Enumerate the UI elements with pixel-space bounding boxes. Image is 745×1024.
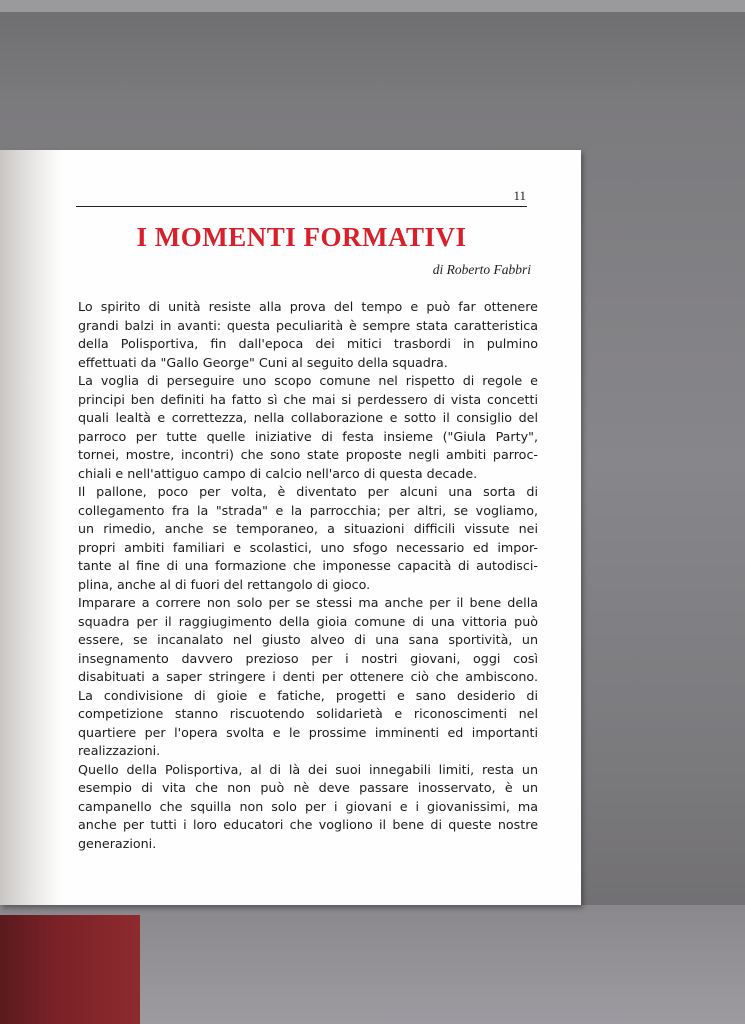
page-number: 11 bbox=[513, 188, 526, 203]
text-line: tornei, mostre, incontri) che sono state proposte negli ambiti parroc- bbox=[78, 447, 538, 462]
text-line: anche per tutti i loro educatori che vogliono il bene di queste nostre bbox=[78, 817, 538, 832]
scanner-background bbox=[0, 0, 745, 12]
text-line: propri ambiti familiari e scolastici, uno sfogo necessario ed impor- bbox=[78, 539, 538, 555]
text-line: chiali e nell'attiguo campo di calcio nell'arco di questa decade. bbox=[78, 465, 478, 481]
text-line: quartiere per l'opera svolta e le prossime imminenti ed importanti bbox=[78, 724, 538, 740]
header-rule bbox=[76, 206, 527, 207]
text-line: tante al fine di una formazione che imponesse capacità di autodisci- bbox=[78, 558, 538, 573]
text-line: principi ben definiti ha fatto sì che mai si perdessero di vista concetti bbox=[78, 391, 538, 407]
text-line: La voglia di perseguire uno scopo comune nel rispetto di regole e bbox=[78, 373, 538, 388]
text-line: Il pallone, poco per volta, è diventato per alcuni una sorta di bbox=[78, 484, 538, 499]
text-line: Quello della Polisportiva, al di là dei suoi innegabili limiti, resta un bbox=[78, 761, 538, 777]
text-line: plina, anche al di fuori del rettangolo di gioco. bbox=[78, 576, 371, 592]
text-line: campanello che squilla non solo per i giovani e i giovanissimi, ma bbox=[78, 798, 538, 814]
book-page bbox=[0, 150, 581, 905]
text-line: Lo spirito di unità resiste alla prova del tempo e può far ottenere bbox=[78, 299, 538, 314]
text-line: generazioni. bbox=[78, 835, 157, 851]
text-line: competizione stanno riscuotendo solidarietà e riconoscimenti nel bbox=[78, 706, 538, 721]
text-line: parroco per tutte quelle iniziative di festa insieme ("Giula Party", bbox=[78, 428, 538, 444]
text-line: disabituati a saper stringere i denti per ottenere ciò che ambiscono. bbox=[78, 669, 538, 684]
text-line: grandi balzi in avanti: questa peculiarità è sempre stata caratteristica bbox=[78, 317, 538, 333]
text-line: effettuati da "Gallo George" Cuni al seguito della squadra. bbox=[78, 354, 448, 370]
text-line: collegamento fra la "strada" e la parrocchia; per altri, se vogliamo, bbox=[78, 502, 538, 518]
text-line: quali lealtà e correttezza, nella collaborazione e sotto il consiglio del bbox=[78, 410, 538, 425]
text-line: un rimedio, anche se temporaneo, a situazioni difficili vissute nei bbox=[78, 521, 538, 536]
text-line: realizzazioni. bbox=[78, 743, 161, 758]
text-line: esempio di vita che non può nè deve passare inosservato, è un bbox=[78, 780, 538, 795]
text-line: della Polisportiva, fin dall'epoca dei mitici trasbordi in pulmino bbox=[78, 336, 538, 351]
text-line: essere, se incanalato nel giusto alveo di una sana sportività, un bbox=[78, 632, 538, 647]
text-line: Imparare a correre non solo per se stessi ma anche per il bene della bbox=[78, 595, 538, 610]
text-line: La condivisione di gioie e fatiche, progetti e sano desiderio di bbox=[78, 687, 538, 703]
text-line: insegnamento davvero prezioso per i nostri giovani, oggi così bbox=[78, 650, 538, 666]
article-title: I MOMENTI FORMATIVI bbox=[136, 222, 467, 252]
article-body bbox=[78, 298, 538, 853]
article-byline: di Roberto Fabbri bbox=[432, 262, 531, 277]
book-cover-edge bbox=[0, 915, 140, 1024]
text-line: squadra per il raggiugimento della gioia comune di una vittoria può bbox=[78, 613, 538, 629]
page-gutter-shadow bbox=[0, 150, 62, 905]
